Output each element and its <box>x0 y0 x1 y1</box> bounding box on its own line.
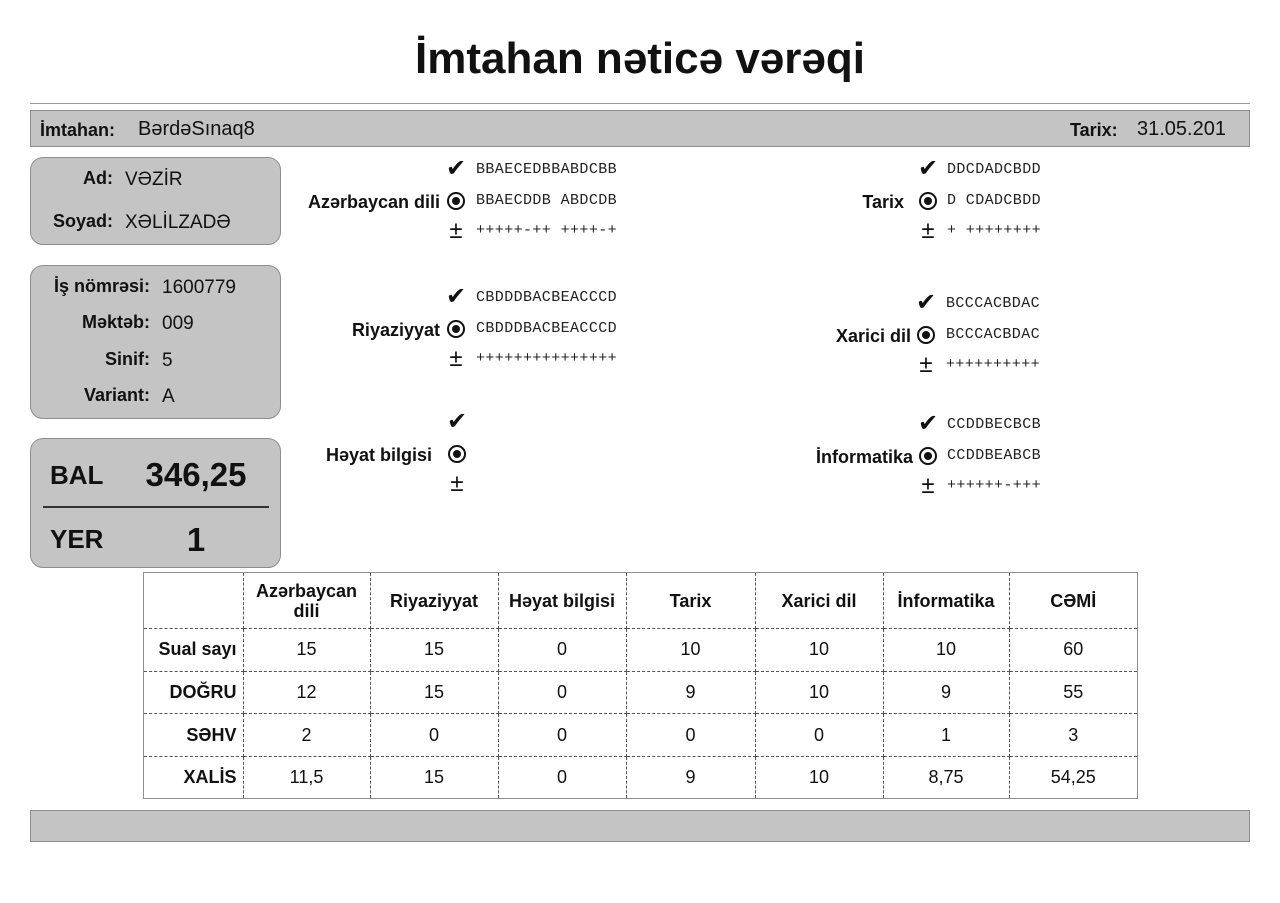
results-table <box>143 572 1138 799</box>
table-cell: 9 <box>883 671 1009 714</box>
plus-minus-icon: ± <box>921 472 935 499</box>
answer-marks: + ++++++++ <box>947 222 1042 239</box>
plus-minus-icon: ± <box>919 351 933 378</box>
check-icon: ✔ <box>445 155 467 182</box>
plus-minus-icon: ± <box>450 470 464 497</box>
answer-marks: ++++++-+++ <box>947 477 1042 494</box>
table-cell: 10 <box>883 629 1009 672</box>
table-cell: 11,5 <box>243 756 370 798</box>
class-value: 5 <box>162 350 173 371</box>
subject-name: Həyat bilgisi <box>325 445 432 465</box>
table-cell: 10 <box>755 629 883 672</box>
table-cell: 10 <box>755 756 883 798</box>
table-cell: 15 <box>370 756 498 798</box>
table-cell: 0 <box>498 629 626 672</box>
table-header: Riyaziyyat <box>370 573 498 629</box>
subject-name: Xarici dil <box>835 326 911 346</box>
table-cell: 15 <box>370 629 498 672</box>
last-name-value: XƏLİLZADƏ <box>125 212 231 233</box>
date-value: 31.05.201 <box>1137 118 1226 140</box>
table-header: Həyat bilgisi <box>498 573 626 629</box>
radio-icon <box>445 317 467 341</box>
table-cell: 0 <box>370 714 498 757</box>
table-cell: 0 <box>498 714 626 757</box>
check-icon: ✔ <box>915 289 937 316</box>
first-name-value: VƏZİR <box>125 169 183 190</box>
student-answers: CCDDBEABCB <box>947 447 1042 464</box>
table-row <box>144 629 1137 672</box>
subject-name: İnformatika <box>815 447 913 467</box>
row-label: Sual sayı <box>144 629 243 672</box>
radio-icon <box>917 444 939 468</box>
row-label: DOĞRU <box>144 671 243 714</box>
subject-name: Riyaziyyat <box>351 320 440 340</box>
work-number-label: İş nömrəsi: <box>53 276 150 296</box>
table-cell: 0 <box>498 671 626 714</box>
radio-icon <box>917 189 939 213</box>
table-cell: 10 <box>755 671 883 714</box>
bal-value: 346,25 <box>145 456 247 493</box>
last-name-label: Soyad: <box>52 211 113 231</box>
bal-label: BAL <box>50 460 104 490</box>
table-header: İnformatika <box>883 573 1009 629</box>
check-icon: ✔ <box>917 155 939 182</box>
row-label: XALİS <box>144 756 243 798</box>
answer-marks: +++++-++ ++++-+ <box>476 222 618 239</box>
exam-info-bar <box>30 110 1250 147</box>
table-cell: 0 <box>498 756 626 798</box>
table-cell: 1 <box>883 714 1009 757</box>
date-label: Tarix: <box>1070 120 1118 140</box>
subject-name: Tarix <box>862 192 904 212</box>
answer-key: CCDDBECBCB <box>947 416 1042 433</box>
answer-key: BBAECEDBBABDCBB <box>476 161 618 178</box>
work-number-value: 1600779 <box>162 277 236 298</box>
table-cell: 54,25 <box>1009 756 1137 798</box>
footer-bar <box>30 810 1250 842</box>
yer-label: YER <box>50 524 104 554</box>
score-divider <box>43 506 269 508</box>
table-cell: 12 <box>243 671 370 714</box>
exam-value: BərdəSınaq8 <box>138 118 255 140</box>
table-row <box>144 756 1137 798</box>
radio-icon <box>445 189 467 213</box>
student-answers: CBDDDBACBEACCCD <box>476 320 618 337</box>
student-answers: BCCCACBDAC <box>946 326 1041 343</box>
table-cell: 15 <box>243 629 370 672</box>
table-header-row <box>144 573 1137 629</box>
row-label: SƏHV <box>144 714 243 757</box>
exam-label: İmtahan: <box>40 120 116 140</box>
answer-key: CBDDDBACBEACCCD <box>476 289 618 306</box>
table-cell: 9 <box>626 671 755 714</box>
answer-marks: +++++++++++++++ <box>476 350 618 367</box>
page-title: İmtahan nəticə vərəqi <box>415 34 865 83</box>
table-cell: 3 <box>1009 714 1137 757</box>
variant-value: A <box>162 386 175 407</box>
answer-key: DDCDADCBDD <box>947 161 1042 178</box>
school-value: 009 <box>162 313 194 334</box>
plus-minus-icon: ± <box>921 217 935 244</box>
table-cell: 60 <box>1009 629 1137 672</box>
table-cell: 0 <box>626 714 755 757</box>
table-cell: 8,75 <box>883 756 1009 798</box>
table-cell: 0 <box>755 714 883 757</box>
answer-marks: ++++++++++ <box>946 356 1041 373</box>
school-label: Məktəb: <box>81 312 150 332</box>
plus-minus-icon: ± <box>449 345 463 372</box>
work-info-panel <box>30 265 281 419</box>
table-header: Tarix <box>626 573 755 629</box>
table-header: Xarici dil <box>755 573 883 629</box>
table-cell: 9 <box>626 756 755 798</box>
student-answers: D CDADCBDD <box>947 192 1042 209</box>
table-cell: 10 <box>626 629 755 672</box>
table-row <box>144 714 1137 757</box>
answer-key: BCCCACBDAC <box>946 295 1041 312</box>
table-cell: 2 <box>243 714 370 757</box>
radio-icon <box>915 323 937 347</box>
radio-icon <box>446 442 468 466</box>
variant-label: Variant: <box>83 385 150 405</box>
check-icon: ✔ <box>917 410 939 437</box>
table-cell: 55 <box>1009 671 1137 714</box>
plus-minus-icon: ± <box>449 217 463 244</box>
table-header: CƏMİ <box>1009 573 1137 629</box>
table-header <box>144 573 243 629</box>
table-header: Azərbaycan dili <box>243 573 370 629</box>
check-icon: ✔ <box>446 408 468 435</box>
subject-name: Azərbaycan dili <box>307 192 440 212</box>
student-answers: BBAECDDB ABDCDB <box>476 192 618 209</box>
class-label: Sinif: <box>105 349 150 369</box>
first-name-label: Ad: <box>83 168 113 188</box>
table-cell: 15 <box>370 671 498 714</box>
check-icon: ✔ <box>445 283 467 310</box>
title-divider <box>30 103 1250 104</box>
table-row <box>144 671 1137 714</box>
yer-value: 1 <box>186 521 206 558</box>
